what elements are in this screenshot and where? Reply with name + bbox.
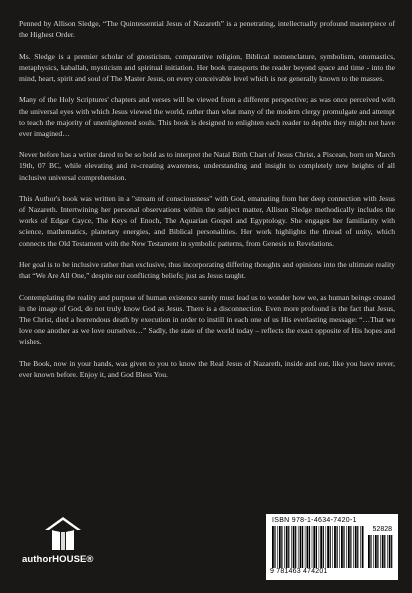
publisher-name: authorHOUSE® [22, 554, 94, 565]
addon-barcode-bars [368, 535, 394, 568]
barcode-digits: 9 781463 474201 [270, 568, 328, 575]
house-logo-icon [44, 516, 82, 552]
publisher-logo [22, 516, 112, 576]
barcode-bars [272, 526, 364, 568]
isbn-label: ISBN 978-1-4634-7420-1 [272, 517, 357, 524]
back-cover-description [19, 18, 395, 390]
addon-code: 52828 [372, 526, 392, 533]
paragraph: Her goal is to be inclusive rather than exclusive, thus incorporating differing thoughts and opinions into the ultimate reality that “We Are All One,” despite our conflicting beliefs; just as Jesus taught. [19, 260, 395, 281]
paragraph: This Author's book was written in a "stream of consciousness" with God, emanating from her deep connection with Jesus of Nazareth. Intertwining her personal observations within the subject matter, Allison Sledge methodically includes the works of Edgar Cayce, The Keys of Enoch, The Aquarian Gospel and Egyptology. She engages her familiarity with science, mathematics, planetary energies, and Biblical personalities. Her work highlights the thread of unity, which connects the Old Testament with the New Testament in symbolic patterns, from Genesis to Revelations. [19, 194, 395, 248]
paragraph: Penned by Allison Sledge, “The Quintessential Jesus of Nazareth” is a penetrating, intellectually profound masterpiece of the Highest Order. [19, 19, 395, 40]
paragraph: Ms. Sledge is a premier scholar of gnosticism, comparative religion, Biblical nomenclature, symbolism, onomastics, metaphysics, kaballah, mysticism and spiritual initiation. Her book transports the reader beyond space and time - into the mind, heart, spirit and soul of The Master Jesus, on every conceivable level which is not generally known to the masses. [19, 51, 395, 83]
paragraph: The Book, now in your hands, was given to you to know the Real Jesus of Nazareth, inside and out, like you have never, ever known before. Enjoy it, and God Bless You. [19, 358, 395, 379]
paragraph: Contemplating the reality and purpose of human existence surely must lead us to wonder how we, as human beings created in the image of God, do not truly know God as Jesus. There is a disconnection. Even more profound is the fact that Jesus, The Christ, died a horrendous death by execution in order to instill in each one of us His everlasting message: “…That we love one another as we love ourselves…” Sadly, the state of the world today – reflects the exact opposite of His hopes and wishes. [19, 292, 395, 347]
paragraph: Many of the Holy Scriptures' chapters and verses will be viewed from a different perspective; as was once perceived with the universal eyes with which Jesus viewed the world, rather than what many of the modern clergy promulgate and attempt to teach the majority of unenlightened souls. This book is designed to enlighten each reader to depths they might not have ever imagined… [19, 95, 395, 138]
paragraph: Never before has a writer dared to be so bold as to interpret the Natal Birth Chart of Jesus Christ, a Piscean, born on March 19th, 07 BC, while elevating and re-creating awareness, understanding and insight to completely new heights of all inclusive universal comprehension. [19, 150, 395, 182]
isbn-barcode [266, 514, 398, 580]
